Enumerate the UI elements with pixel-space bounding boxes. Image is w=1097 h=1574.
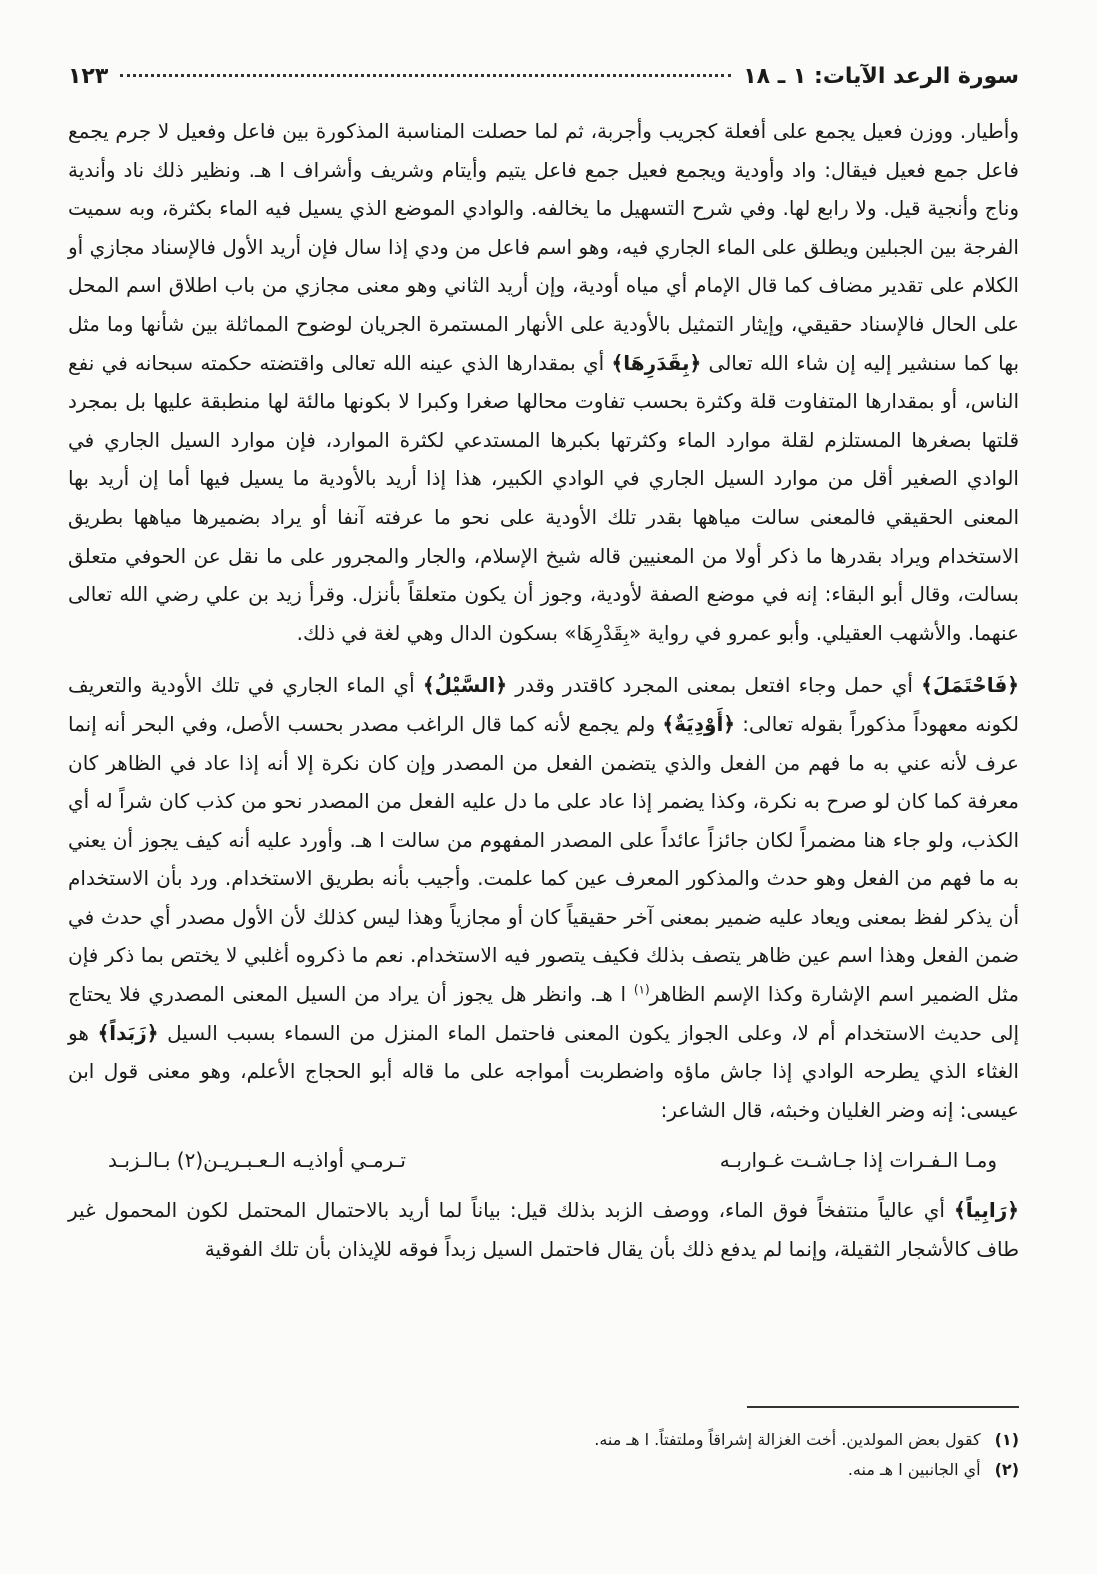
running-header [68, 64, 1019, 104]
main-text [68, 112, 1019, 1269]
verse-first-hemistich: ومـا الـفـرات إذا جـاشـت غـواربـه [719, 1148, 997, 1173]
quran-quote: ﴿بِقَدَرِهَا﴾ [611, 350, 702, 375]
text-run: ولم يجمع لأنه كما قال الراغب مصدر بحسب الأصل، وفي البحر أنه إنما عرف لأنه عني به ما فهم من الفعل والذي يتضمن الفعل من المصدر وإن كان نكرة إلا أنه إذا عاد في الظاهر كان معرفة كما كان لو صرح به نكرة، وكذا يضمر إذا عاد على ما دل عليه الفعل من المصدر نحو من كذب كان شراً له أي الكذب، ولو جاء هنا مضمراً لكان جائزاً عائداً على المصدر المفهوم من سالت ا هـ. وأورد عليه أنه كيف يجوز أن يعني به ما فهم من الفعل وهو حدث والمذكور المعرف عين كما علمت. وأجيب بأنه بطريق الاستخدام. ورد بأن الاستخدام أن يذكر لفظ بمعنى ويعاد عليه ضمير بمعنى آخر حقيقياً كان أو مجازياً وهذا ليس كذلك لأن الأول مصدر أي حدث في ضمن الفعل وهذا اسم عين ظاهر يتصف بذلك فكيف يتصور فيه الاستخدام. نعم ما ذكروه أغلبي لا يختص بما ذكر فإن مثل الضمير اسم الإشارة وكذا الإسم الظاهر [68, 711, 1019, 1007]
header-leader-dots [120, 74, 731, 77]
quran-quote: ﴿أَوْدِيَةٌ﴾ [662, 711, 736, 736]
footnotes [80, 1425, 1019, 1485]
verse-second-hemistich: تـرمـي أواذيـه الـعـبـريـن(٢) بـالـزبـد [108, 1148, 406, 1173]
text-run: أي عالياً منتفخاً فوق الماء، ووصف الزبد بذلك قيل: بياناً لما أريد بالاحتمال المحتمل لكون المحمول غير طاف كالأشجار الثقيلة، وإنما لم يدفع ذلك بأن يقال فاحتمل السيل زبداً فوقه للإيذان بأن تلك الفوقية [68, 1198, 1019, 1262]
quran-quote: ﴿رَابِياً﴾ [954, 1198, 1020, 1223]
text-run: وأطيار. ووزن فعيل يجمع على أفعلة كجريب وأجربة، ثم لما حصلت المناسبة المذكورة بين فاعل وفعيل لا جرم يجمع فاعل جمع فعيل فيقال: واد وأودية ويجمع فعيل جمع فاعل يتيم وأيتام وشريف وأشراف ا هـ. ونظير ذلك ناد وأندية وناج وأنجية قيل. ولا رابع لها. وفي شرح التسهيل ما يخالفه. والوادي الموضع الذي يسيل فيه الماء بكثرة، وبه سميت الفرجة بين الجبلين ويطلق على الماء الجاري فيه، وهو اسم فاعل من ودي إذا سال فإن أريد الأول فالإسناد مجازي أو الكلام على تقدير مضاف كما قال الإمام أي مياه أودية، وإن أريد الثاني وهو معنى مجازي من باب اطلاق اسم المحل على الحال فالإسناد حقيقي، وإيثار التمثيل بالأودية على الأنهار المستمرة الجريان لوضوح المماثلة بين شأنها وما مثل بها كما سنشير إليه إن شاء الله تعالى [68, 119, 1020, 375]
paragraph [68, 666, 1019, 1129]
text-run: ا هـ. وانظر هل يجوز أن يراد من السيل المعنى المصدري فلا يحتاج إلى حديث الاستخدام أم لا، وعلى الجواز يكون المعنى فاحتمل الماء المنزل من السماء بسبب السيل [68, 982, 1020, 1045]
footnote-text: أي الجانبين ا هـ منه. [847, 1460, 981, 1479]
footnote-separator [747, 1406, 1019, 1408]
text-run: هو الغثاء الذي يطرحه الوادي إذا جاش ماؤه واضطربت أمواجه على ما قاله أبو الحجاج الأعلم، وهو معنى قول ابن عيسى: إنه وضر الغليان وخبثه، قال الشاعر: [68, 1020, 1019, 1122]
footnote-marker: (١) [633, 982, 650, 997]
footnote-number: (١) [994, 1430, 1019, 1449]
text-run: أي حمل وجاء افتعل بمعنى المجرد كاقتدر وقدر [515, 673, 913, 698]
footnote [80, 1425, 1019, 1455]
page-number: ١٢٣ [68, 64, 109, 89]
paragraph [68, 1191, 1019, 1268]
footnote-number: (٢) [994, 1460, 1019, 1479]
poetry-verse [108, 1141, 997, 1179]
text-run: أي الماء الجاري في تلك الأودية والتعريف لكونه معهوداً مذكوراً بقوله تعالى: [68, 673, 1020, 736]
footnote [80, 1455, 1019, 1485]
footnote-text: كقول بعض المولدين. أخت الغزالة إشراقاً وملتفتاً. ا هـ منه. [594, 1430, 981, 1449]
text-run: أي بمقدارها الذي عينه الله تعالى واقتضته حكمته سبحانه في نفع الناس، أو بمقدارها المتفاوت قلة وكثرة بحسب تفاوت محالها صغرا وكبرا لا بكونها مالئة لها منطبقة عليها بل بمجرد قلتها بصغرها المستلزم لقلة موارد الماء وكثرتها بكبرها المستدعي لكثرة الموارد، فإن موارد السيل الجاري في الوادي الصغير أقل من موارد السيل الجاري في الوادي الكبير، هذا إذا أريد بالأودية ما يسيل فيها أما إن أريد بها المعنى الحقيقي فالمعنى سالت مياهها بقدر تلك الأودية على نحو ما عرفته آنفا أو يراد بضميرها مياهها بطريق الاستخدام ويراد بقدرها ما ذكر أولا من المعنيين قاله شيخ الإسلام، والجار والمجرور على ما نقل عن الحوفي متعلق بسالت، وقال أبو البقاء: إنه في موضع الصفة لأودية، وجوز أن يكون متعلقاً بأنزل. وقرأ زيد بن علي رضي الله تعالى عنهما. والأشهب العقيلي. وأبو عمرو في رواية «بِقَدْرِهَا» بسكون الدال وهي لغة في ذلك. [68, 350, 1019, 645]
paragraph [68, 112, 1019, 652]
chapter-title: سورة الرعد الآيات: ١ ـ ١٨ [743, 64, 1019, 89]
quran-quote: ﴿فَاحْتَمَلَ﴾ [921, 673, 1020, 698]
quran-quote: ﴿السَّيْلُ﴾ [422, 673, 508, 698]
quran-quote: ﴿زَبَداً﴾ [97, 1020, 159, 1045]
